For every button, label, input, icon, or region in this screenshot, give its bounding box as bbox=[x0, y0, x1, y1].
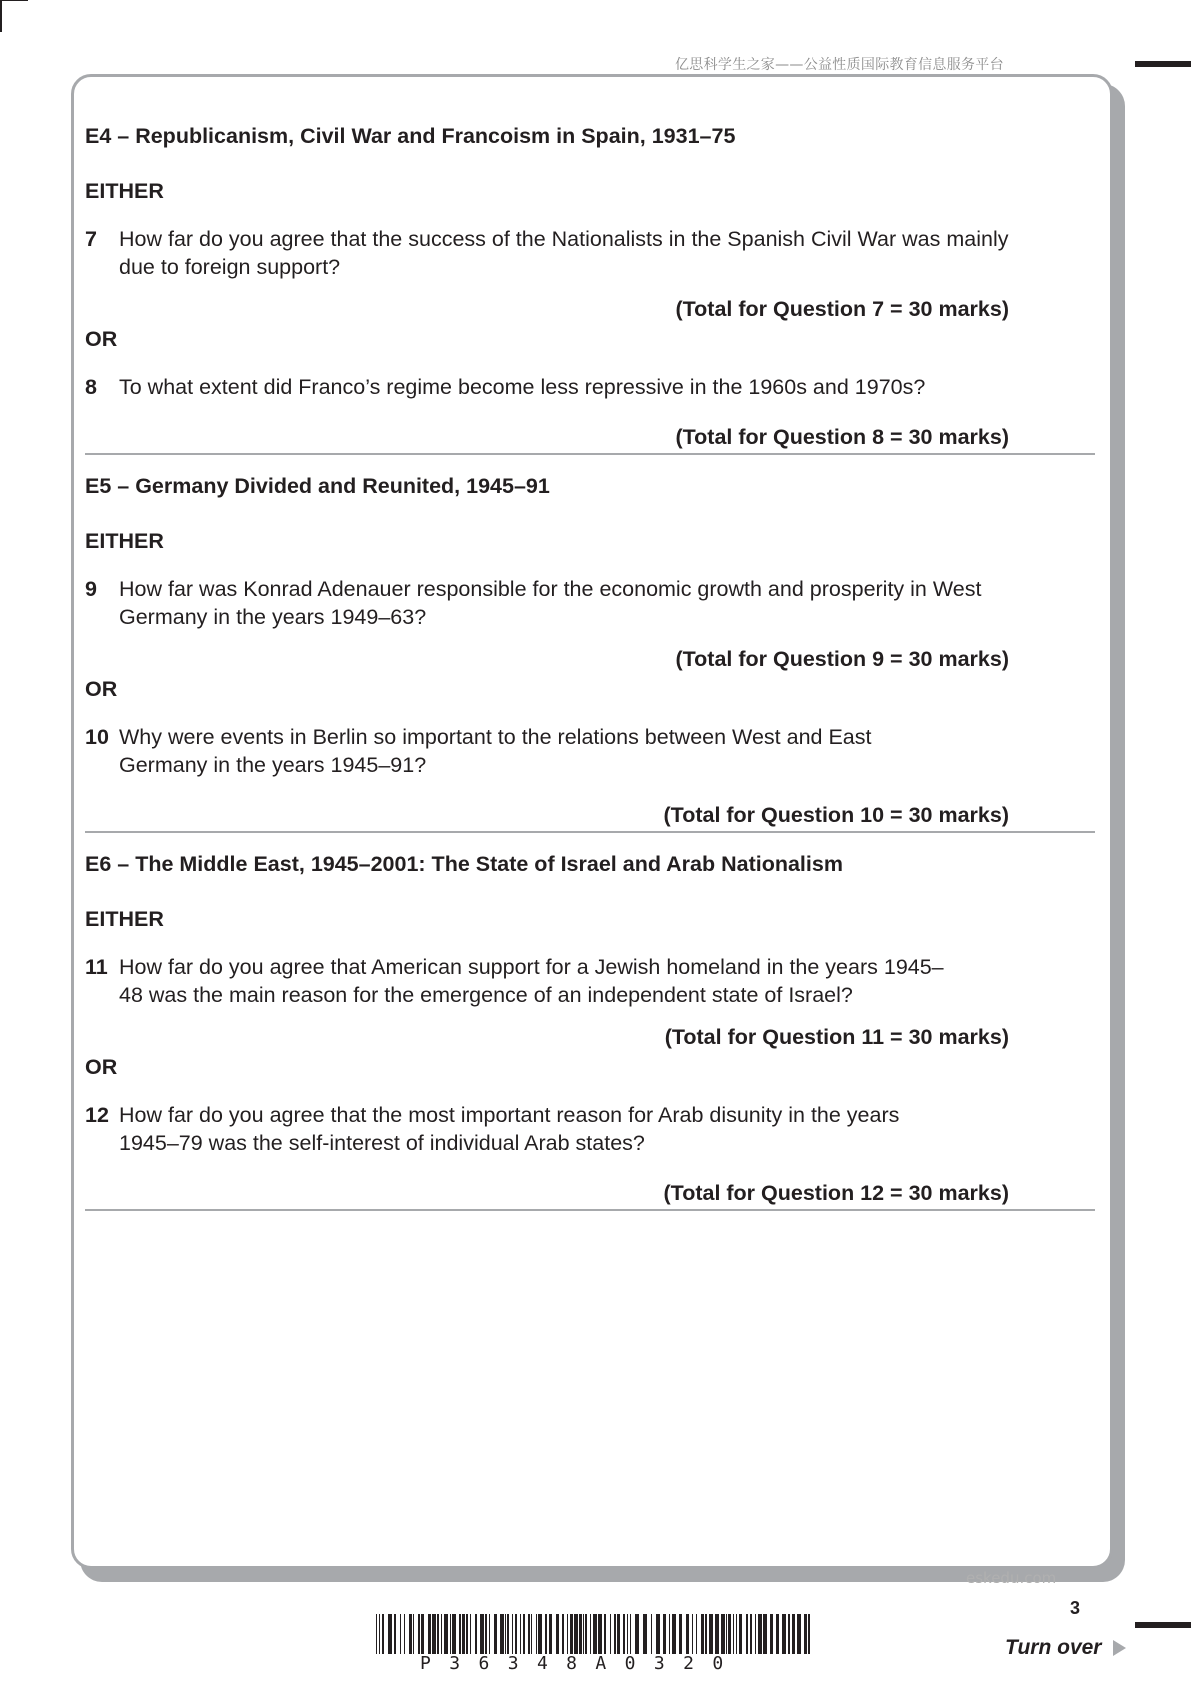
barcode-bar bbox=[421, 1614, 424, 1654]
barcode-bar bbox=[444, 1614, 448, 1654]
barcode-bar bbox=[776, 1614, 779, 1654]
question bbox=[85, 225, 1095, 281]
barcode-bar bbox=[804, 1614, 807, 1654]
barcode-bar bbox=[663, 1614, 666, 1654]
barcode-bar bbox=[788, 1614, 790, 1654]
barcode-bar bbox=[686, 1614, 689, 1654]
barcode-bar bbox=[428, 1614, 431, 1654]
barcode-bar bbox=[643, 1614, 647, 1654]
barcode-bar bbox=[459, 1614, 461, 1654]
barcode-bar bbox=[394, 1614, 396, 1654]
barcode-bar bbox=[696, 1614, 697, 1654]
section-title: E5 – Germany Divided and Reunited, 1945–91 bbox=[85, 474, 550, 498]
turn-over-label: Turn over bbox=[1005, 1636, 1102, 1659]
section-divider bbox=[85, 831, 1095, 833]
barcode-bar bbox=[635, 1614, 639, 1654]
question-number: 10 bbox=[85, 725, 109, 749]
question-text: Why were events in Berlin so important to the relations between West and East Germany in the years 1945–91? bbox=[119, 725, 872, 777]
section-title: E6 – The Middle East, 1945–2001: The State of Israel and Arab Nationalism bbox=[85, 852, 843, 876]
barcode-bar bbox=[755, 1614, 756, 1654]
barcode-bar bbox=[379, 1614, 380, 1654]
barcode-bar bbox=[570, 1614, 573, 1654]
question-number: 11 bbox=[85, 955, 108, 979]
barcode-bar bbox=[679, 1614, 682, 1654]
section-e4 bbox=[85, 121, 1095, 455]
section-title: E4 – Republicanism, Civil War and Francoism in Spain, 1931–75 bbox=[85, 124, 736, 148]
barcode-bar bbox=[450, 1614, 451, 1654]
barcode-bar bbox=[432, 1614, 436, 1654]
barcode-bar bbox=[750, 1614, 752, 1654]
barcode-bar bbox=[590, 1614, 591, 1654]
barcode-bar bbox=[388, 1614, 392, 1654]
question-total: (Total for Question 11 = 30 marks) bbox=[664, 1025, 1009, 1049]
barcode-bar bbox=[418, 1614, 420, 1654]
section-divider bbox=[85, 453, 1095, 455]
barcode-bar bbox=[404, 1614, 405, 1654]
question-number: 8 bbox=[85, 375, 97, 399]
barcode-bar bbox=[669, 1614, 670, 1654]
barcode-bar bbox=[549, 1614, 552, 1654]
question-text: How far do you agree that the most important reason for Arab disunity in the years 1945–79 was the self-interest of individual Arab states? bbox=[119, 1103, 900, 1155]
barcode-bar bbox=[545, 1614, 547, 1654]
question-block bbox=[85, 1101, 1095, 1207]
question-total: (Total for Question 7 = 30 marks) bbox=[675, 297, 1009, 321]
barcode-bar bbox=[627, 1614, 628, 1654]
barcode-bar bbox=[593, 1614, 597, 1654]
barcode-bar bbox=[536, 1614, 537, 1654]
barcode-bar bbox=[507, 1614, 509, 1654]
barcode-bar bbox=[792, 1614, 795, 1654]
barcode-bar bbox=[466, 1614, 468, 1654]
edge-marker-bottom bbox=[1135, 1622, 1191, 1628]
question-total: (Total for Question 12 = 30 marks) bbox=[663, 1181, 1009, 1205]
barcode-bar bbox=[562, 1614, 564, 1654]
edge-marker-top bbox=[1135, 61, 1191, 67]
or-label: OR bbox=[85, 1055, 118, 1079]
barcode-bar bbox=[574, 1614, 578, 1654]
question-number: 12 bbox=[85, 1103, 109, 1127]
question-text: To what extent did Franco’s regime become less repressive in the 1960s and 1970s? bbox=[119, 375, 926, 399]
barcode-bar bbox=[567, 1614, 568, 1654]
question bbox=[85, 1101, 1095, 1157]
barcode-bar bbox=[736, 1614, 737, 1654]
barcode-text: P36348A0320 bbox=[420, 1653, 742, 1674]
question-number: 9 bbox=[85, 577, 97, 601]
barcode-bar bbox=[651, 1614, 652, 1654]
barcode-bar bbox=[441, 1614, 442, 1654]
question-block bbox=[85, 575, 1095, 673]
or-label: OR bbox=[85, 677, 118, 701]
barcode-bar bbox=[614, 1614, 616, 1654]
barcode-bar bbox=[728, 1614, 731, 1654]
or-label: OR bbox=[85, 327, 118, 351]
barcode-bar bbox=[726, 1614, 727, 1654]
barcode-bar bbox=[538, 1614, 542, 1654]
barcode-bar bbox=[382, 1614, 384, 1654]
barcode-bar bbox=[721, 1614, 725, 1654]
barcode-bar bbox=[452, 1614, 456, 1654]
barcode-bar bbox=[376, 1614, 377, 1654]
question-total: (Total for Question 9 = 30 marks) bbox=[675, 647, 1009, 671]
page-number: 3 bbox=[1070, 1598, 1081, 1618]
header-watermark: 亿思科学生之家——公益性质国际教育信息服务平台 bbox=[675, 57, 1004, 73]
crop-mark bbox=[0, 0, 28, 1]
crop-mark bbox=[0, 0, 2, 32]
barcode-bar bbox=[598, 1614, 602, 1654]
barcode-bar bbox=[692, 1614, 693, 1654]
question-block bbox=[85, 723, 1095, 829]
barcode-bar bbox=[617, 1614, 620, 1654]
barcode-bar bbox=[672, 1614, 676, 1654]
barcode-bar bbox=[505, 1614, 506, 1654]
barcode-bar bbox=[733, 1614, 734, 1654]
question bbox=[85, 953, 1095, 1009]
barcode-bar bbox=[437, 1614, 439, 1654]
barcode-bar bbox=[758, 1614, 762, 1654]
barcode-bar bbox=[480, 1614, 484, 1654]
barcode-bar bbox=[739, 1614, 742, 1654]
question-block bbox=[85, 373, 1095, 451]
barcode-bar bbox=[585, 1614, 587, 1654]
barcode-bar bbox=[709, 1614, 713, 1654]
barcode-bar bbox=[520, 1614, 521, 1654]
barcode-bar bbox=[475, 1614, 477, 1654]
barcode-bar bbox=[782, 1614, 786, 1654]
barcode-bar bbox=[470, 1614, 471, 1654]
question-total: (Total for Question 10 = 30 marks) bbox=[663, 803, 1009, 827]
barcode-bar bbox=[797, 1614, 801, 1654]
barcode-bar bbox=[489, 1614, 490, 1654]
question bbox=[85, 373, 1095, 401]
section-e6 bbox=[85, 849, 1095, 1211]
footer-watermark: eskedu.com bbox=[966, 1569, 1057, 1587]
question-block bbox=[85, 225, 1095, 323]
barcode-bar bbox=[763, 1614, 767, 1654]
barcode-bar bbox=[583, 1614, 584, 1654]
barcode-bar bbox=[770, 1614, 773, 1654]
section-e5 bbox=[85, 471, 1095, 833]
barcode-bar bbox=[500, 1614, 504, 1654]
section-divider bbox=[85, 1209, 1095, 1211]
barcode-bar bbox=[528, 1614, 530, 1654]
barcode-bar bbox=[523, 1614, 525, 1654]
either-label: EITHER bbox=[85, 529, 164, 553]
barcode-bar bbox=[494, 1614, 497, 1654]
question bbox=[85, 575, 1095, 631]
barcode-bar bbox=[610, 1614, 611, 1654]
question-text: How far do you agree that the success of the Nationalists in the Spanish Civil War was mainly due to foreign support? bbox=[119, 227, 1009, 279]
barcode-bar bbox=[630, 1614, 631, 1654]
barcode-bar bbox=[705, 1614, 707, 1654]
question-text: How far do you agree that American support for a Jewish homeland in the years 1945–48 was the main reason for the emergence of an independent state of Israel? bbox=[119, 955, 944, 1007]
barcode-bar bbox=[604, 1614, 606, 1654]
triangle-right-icon bbox=[1113, 1640, 1126, 1656]
barcode-bar bbox=[531, 1614, 532, 1654]
barcode-bar bbox=[746, 1614, 748, 1654]
barcode-bar bbox=[413, 1614, 414, 1654]
question-number: 7 bbox=[85, 227, 97, 251]
question-block bbox=[85, 953, 1095, 1051]
turn-over bbox=[1005, 1636, 1126, 1660]
barcode bbox=[376, 1614, 812, 1654]
barcode-bar bbox=[512, 1614, 513, 1654]
barcode-bar bbox=[715, 1614, 719, 1654]
barcode-bar bbox=[515, 1614, 517, 1654]
barcode-bar bbox=[409, 1614, 412, 1654]
barcode-bar bbox=[623, 1614, 625, 1654]
barcode-bar bbox=[808, 1614, 810, 1654]
barcode-bar bbox=[656, 1614, 660, 1654]
barcode-bar bbox=[462, 1614, 465, 1654]
either-label: EITHER bbox=[85, 179, 164, 203]
barcode-bar bbox=[579, 1614, 582, 1654]
exam-content bbox=[85, 110, 1095, 1227]
barcode-bar bbox=[485, 1614, 487, 1654]
question-text: How far was Konrad Adenauer responsible for the economic growth and prosperity in West Germany in the years 1949–63? bbox=[119, 577, 982, 629]
question bbox=[85, 723, 1095, 779]
question-total: (Total for Question 8 = 30 marks) bbox=[675, 425, 1009, 449]
barcode-bar bbox=[701, 1614, 704, 1654]
barcode-bar bbox=[556, 1614, 559, 1654]
barcode-bar bbox=[400, 1614, 401, 1654]
either-label: EITHER bbox=[85, 907, 164, 931]
